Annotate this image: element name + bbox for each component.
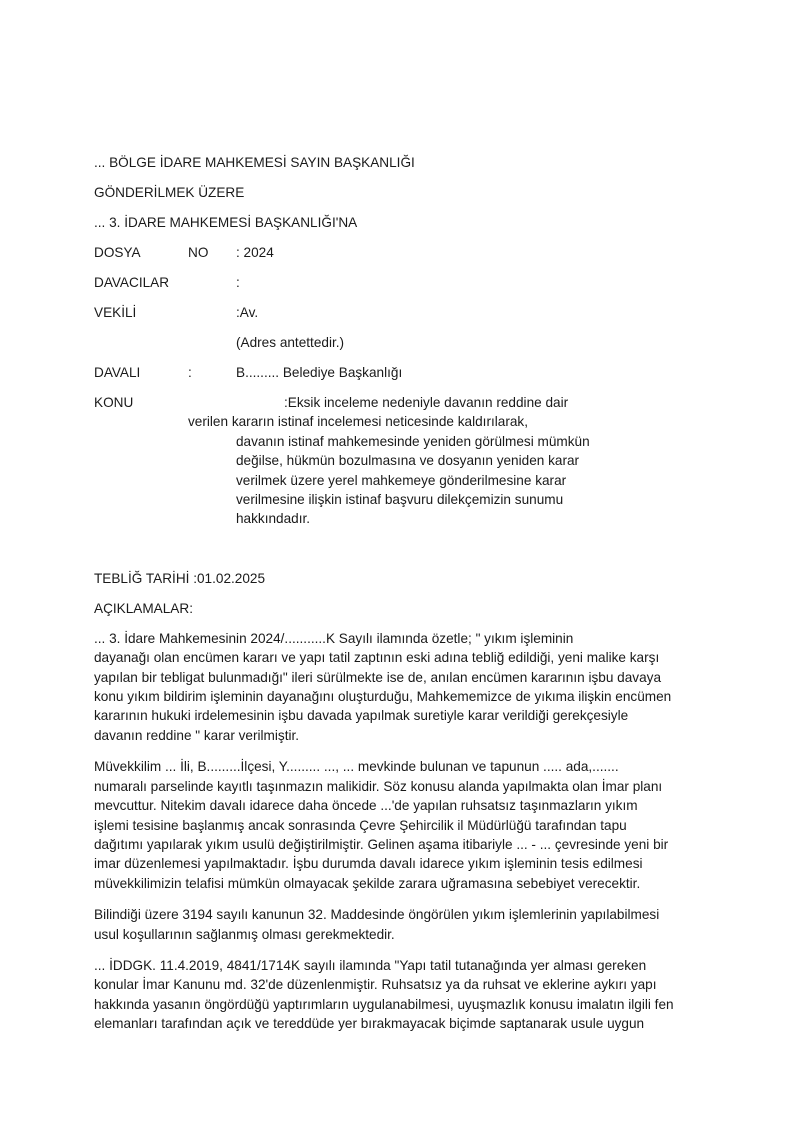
davacilar-label: DAVACILAR: [94, 275, 170, 290]
paragraph-line: davanın reddine " karar verilmiştir.: [94, 727, 300, 743]
address-row: [94, 333, 704, 352]
paragraph-court-ruling: [94, 629, 704, 745]
paragraph-line: mevcuttur. Nitekim davalı idarece daha öncede ...'de yapılan ruhsatsız taşınmazların yıkım: [94, 798, 638, 814]
davali-row: [94, 363, 704, 382]
paragraph-line: ... İDDGK. 11.4.2019, 4841/1714K sayılı ilamında "Yapı tatil tutanağında yer alması gereken: [94, 957, 647, 973]
paragraph-law-3194: [94, 905, 704, 944]
konu-line: hakkındadır.: [236, 511, 311, 527]
court-header-line-1: ... BÖLGE İDARE MAHKEMESİ SAYIN BAŞKANLIĞI: [94, 155, 415, 170]
dosya-value: : 2024: [236, 245, 274, 260]
court-header-line-2: GÖNDERİLMEK ÜZERE: [94, 185, 245, 200]
notification-date: TEBLİĞ TARİHİ :01.02.2025: [94, 570, 266, 586]
konu-label: KONU: [94, 395, 134, 410]
konu-block: [94, 393, 704, 529]
dosya-label: DOSYA: [94, 245, 141, 260]
dosya-row: [94, 243, 704, 262]
paragraph-line: usul koşullarının sağlanmış olması gerekmektedir.: [94, 926, 395, 942]
paragraph-line: kararının hukuki irdelemesinin işbu davada yapılmak suretiyle karar verildiği gerekçesiyle: [94, 708, 629, 724]
paragraph-line: dağıtımı yapılarak yıkım usulü değiştirilmiştir. Gelinen aşama itibariyle ... - ... çevresinde yeni bir: [94, 836, 669, 852]
paragraph-line: hakkında yasanın öngördüğü yaptırımların uygulanabilmesi, uyuşmazlık konusu imalatın ilgili fen: [94, 996, 674, 1012]
explanations-heading: AÇIKLAMALAR:: [94, 600, 193, 616]
paragraph-line: imar düzenlemesi yapılmaktadır. İşbu durumda davalı idarece yıkım işleminin tesis edilmesi: [94, 856, 643, 872]
davali-colon: :: [188, 365, 192, 380]
konu-line: :Eksik inceleme nedeniyle davanın reddine dair: [284, 395, 569, 410]
davali-value: B......... Belediye Başkanlığı: [236, 365, 403, 380]
vekili-row: [94, 303, 704, 322]
davacilar-row: [94, 273, 704, 292]
konu-text: [188, 393, 618, 529]
paragraph-client-property: [94, 757, 704, 893]
no-label: NO: [188, 245, 209, 260]
paragraph-line: elemanları tarafından açık ve tereddüde yer bırakmayacak biçimde saptanarak usule uygun: [94, 1016, 645, 1032]
paragraph-line: konu yıkım bildirim işleminin dayanağını oluşturduğu, Mahkememizce de yıkıma ilişkin encümen: [94, 689, 672, 705]
paragraph-line: konular İmar Kanunu md. 32'de düzenlenmiştir. Ruhsatsız ya da ruhsat ve eklerine aykırı yapı: [94, 977, 657, 993]
address-note: (Adres antettedir.): [236, 335, 345, 350]
davacilar-value: :: [236, 275, 240, 290]
konu-line: davanın istinaf mahkemesinde yeniden görülmesi mümkün: [236, 433, 590, 449]
paragraph-line: yapılan bir tebligat bulunmadığı" ileri sürülmekte ise de, anılan encümen kararının işbu davaya: [94, 669, 662, 685]
konu-line: verilen kararın istinaf incelemesi neticesinde kaldırılarak,: [188, 414, 528, 430]
paragraph-line: ... 3. İdare Mahkemesinin 2024/...........K Sayılı ilamında özetle; " yıkım işleminin: [94, 630, 574, 646]
paragraph-line: Bilindiği üzere 3194 sayılı kanunun 32. Maddesinde öngörülen yıkım işlemlerinin yapılabilmesi: [94, 907, 660, 923]
vekili-label: VEKİLİ: [94, 305, 137, 320]
paragraph-line: Müvekkilim ... İli, B.........İlçesi, Y......... ..., ... mevkinde bulunan ve tapunun ..... ada,.......: [94, 759, 619, 775]
paragraph-line: müvekkilimizin telafisi mümkün olmayacak şekilde zarara uğramasına sebebiyet verecektir.: [94, 875, 641, 891]
paragraph-line: işlemi tesisine başlanmış ancak sonrasında Çevre Şehircilik il Müdürlüğü tarafından tapu: [94, 817, 627, 833]
paragraph-iddgk-ruling: [94, 956, 704, 1034]
konu-line: verilmesine ilişkin istinaf başvuru dilekçemizin sunumu: [236, 492, 564, 508]
konu-line: değilse, hükmün bozulmasına ve dosyanın yeniden karar: [236, 453, 580, 469]
paragraph-line: numaralı parselinde kayıtlı taşınmazın malikidir. Söz konusu alanda yapılmakta olan İmar planı: [94, 778, 663, 794]
vekili-value: :Av.: [236, 305, 259, 320]
paragraph-line: dayanağı olan encümen kararı ve yapı tatil zaptının eski adına tebliğ edildiği, yeni malike karşı: [94, 650, 660, 666]
court-header-line-3: ... 3. İDARE MAHKEMESİ BAŞKANLIĞI'NA: [94, 215, 358, 230]
davali-label: DAVALI: [94, 365, 141, 380]
petition-document: [94, 153, 704, 1046]
konu-line: verilmek üzere yerel mahkemeye gönderilmesine karar: [236, 472, 567, 488]
